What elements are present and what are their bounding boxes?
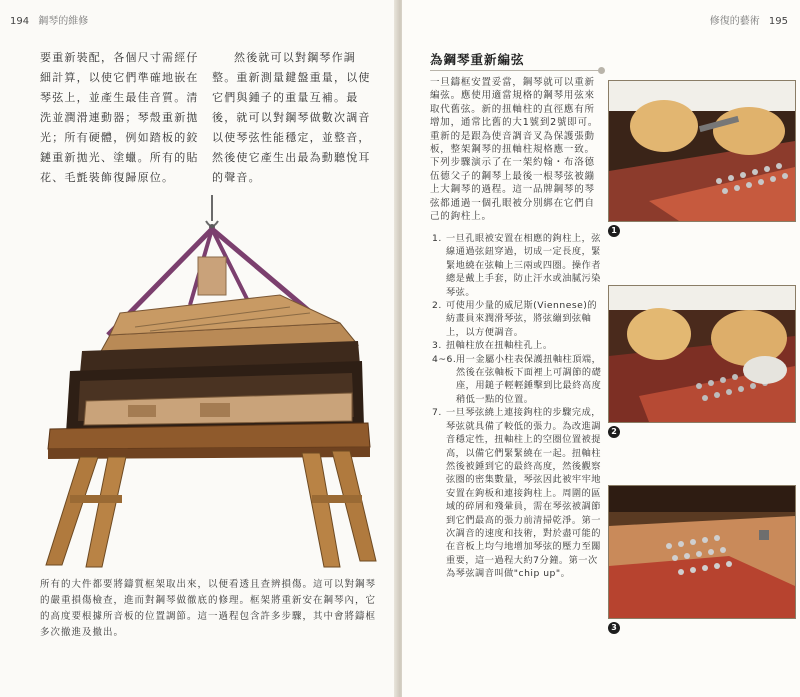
title-rule bbox=[430, 70, 602, 71]
step-text: 扭軸柱放在扭軸柱孔上。 bbox=[446, 340, 553, 352]
step-text: 一旦琴弦繞上連接鉤柱的步驟完成，琴弦就具備了較低的張力。為改進調音穩定性，扭軸柱上的空圈位置被提高，以備它們緊緊繞在一起。扭軸柱然後被錘到它的最終高度，然後觀察弦圈的密集數量，琴弦因此被牢牢地安置在鉤板和連接鉤柱上。周圍的區域的碎屑和殘暈員，需在琴弦被調節到它們最高的張力前清掃乾淨。第一次調音的速度和技術，對於盡可能的在音板上均勻地增加琴弦的壓力至關重要，這一過程大約7分鐘。第一次為琴弦調音叫做"chip up"。 bbox=[446, 407, 601, 580]
photo-number-1: 1 bbox=[608, 225, 620, 237]
section-intro: 一旦鑄框安置妥當，鋼琴就可以重新編弦。應使用適當規格的鋼琴用弦來取代舊弦。新的扭軸柱的直徑應有所增加，通常比舊的大1號到2號即可。重新的是跟為使音調音叉為保護張動板，整架鋼琴的扭軸柱規格應一致。下列步驟演示了在一架約翰・布洛德伍德父子的鋼琴上最後一根琴弦被繃上大鋼琴的過程。這一品牌鋼琴的琴弦都通過一個孔眼被分別綁在它們自己的鉤柱上。 bbox=[430, 77, 599, 223]
photo-number-2: 2 bbox=[608, 426, 620, 438]
step-item bbox=[432, 299, 604, 339]
step-text: 可使用少量的威尼斯(Viennese)的紡畫員來潤滑琴弦，將弦繃到弦軸上，以方便調音。 bbox=[446, 300, 598, 338]
right-page bbox=[402, 0, 800, 697]
steps-list bbox=[432, 232, 604, 581]
step-number: 4~6. bbox=[432, 353, 457, 365]
left-running-title: 鋼琴的維修 bbox=[38, 16, 89, 27]
step-text: 一旦孔眼被安置在相應的鉤柱上，弦線通過弦鈕穿過，切成一定長度，緊緊地繞在弦軸上三兩或四圈。操作者總是戴上手套，防止汗水或油膩污染琴弦。 bbox=[446, 233, 601, 298]
step-number: 2. bbox=[432, 300, 442, 312]
step-text: 用一金屬小柱表保護扭軸柱頂端，然後在弦軸板下面裡上可調節的礎座，用鎚子輕輕錘擊到比最終高度稍低一點的位置。 bbox=[456, 353, 602, 405]
right-running-head bbox=[710, 12, 788, 27]
photo-number-3: 3 bbox=[608, 622, 620, 634]
left-running-head bbox=[10, 12, 88, 27]
right-page-number: 195 bbox=[768, 16, 788, 27]
left-page bbox=[0, 0, 398, 697]
left-column-1-text: 要重新裝配，各個尺寸需經仔細計算，以使它們準確地嵌在琴弦上，並產生最佳音質。清洗並潤滑連動器；琴殼重新拋光；所有硬體，例如踏板的鉸鏈重新拋光、塗蠟。所有的貼花、毛氈裝飾復歸原位。 bbox=[40, 51, 199, 184]
step-item bbox=[432, 406, 604, 580]
step-number: 3. bbox=[432, 340, 442, 352]
restringing-photo-2 bbox=[608, 285, 796, 423]
step-number: 1. bbox=[432, 233, 442, 244]
right-running-title: 修復的藝術 bbox=[709, 16, 760, 27]
step-item bbox=[432, 353, 604, 407]
section-title: 為鋼琴重新編弦 bbox=[430, 52, 525, 67]
piano-frame-photo bbox=[40, 195, 380, 575]
left-column-2-text: 然後就可以對鋼琴作調整。重新測量鍵盤重量，以使它們與鍾子的重量互補。最後，就可以對鋼琴做數次調音以使琴弦性能穩定，並整音，然後使它產生出最為動聽悅耳的聲音。 bbox=[212, 51, 371, 184]
left-page-number: 194 bbox=[10, 16, 30, 27]
restringing-photo-1 bbox=[608, 80, 796, 222]
step-item bbox=[432, 339, 604, 352]
step-item bbox=[432, 232, 604, 299]
photo-caption: 所有的大件都要將鑄質框架取出來，以便看透且查辨損傷。這可以對鋼琴的嚴重損傷檢查，進而對鋼琴做徹底的修理。框架將重新安在鋼琴內，它的高度要根據所音板的位置調節。這一過程包含許多步驟，其中會將鑄框多次撤進及撤出。 bbox=[40, 579, 377, 638]
restringing-photo-3 bbox=[608, 485, 796, 619]
step-number: 7. bbox=[432, 407, 442, 419]
title-rule-dot bbox=[598, 67, 605, 74]
